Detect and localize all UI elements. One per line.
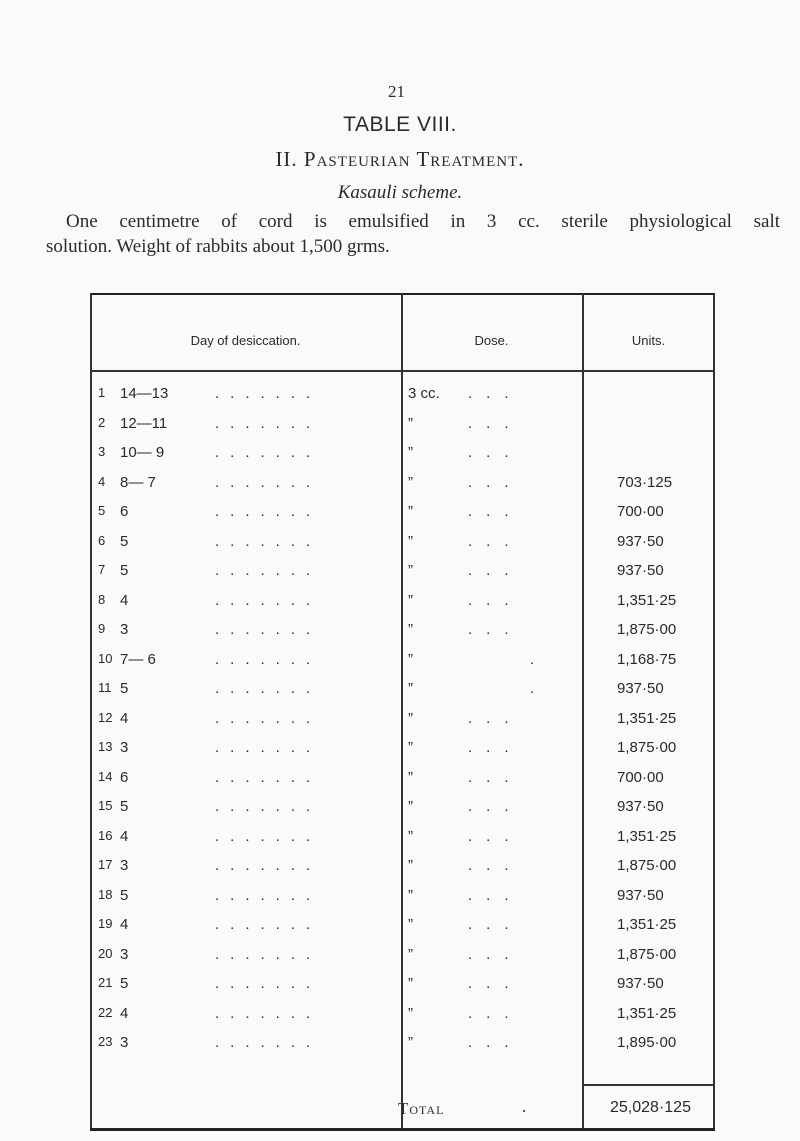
row-units: 1,895·00 <box>617 1034 677 1051</box>
leader-dots: ....... <box>215 591 322 609</box>
row-dose: ” <box>408 591 413 609</box>
table-row <box>90 975 715 1001</box>
row-number: 17 <box>98 857 113 872</box>
leader-dots: ....... <box>215 621 322 638</box>
row-day: 4 <box>120 1004 129 1022</box>
row-units: 1,351·25 <box>617 591 677 609</box>
row-dose: ” <box>408 532 413 550</box>
row-number: 23 <box>98 1034 113 1049</box>
row-dose: ” <box>408 798 413 815</box>
table-row <box>90 651 715 677</box>
leader-dots: ....... <box>215 385 322 402</box>
row-units: 937·50 <box>617 680 664 697</box>
row-units: 937·50 <box>617 886 664 904</box>
leader-dots: ....... <box>215 827 322 845</box>
row-dose: ” <box>408 650 413 668</box>
section-subtitle: II. Pasteurian Treatment. <box>275 147 525 171</box>
leader-dots: ....... <box>215 473 322 491</box>
leader-dots: ....... <box>215 916 322 933</box>
leader-dots: ... <box>468 591 523 609</box>
row-dose: ” <box>408 444 413 461</box>
row-day: 10— 9 <box>120 444 165 461</box>
row-day: 14—13 <box>120 385 169 402</box>
row-day: 4 <box>120 591 129 609</box>
row-day: 5 <box>120 798 129 815</box>
row-day: 4 <box>120 827 129 845</box>
header-day: Day of desiccation. <box>190 333 301 348</box>
leader-dots: ... <box>468 444 523 461</box>
row-day: 6 <box>120 768 129 786</box>
leader-dots: ... <box>468 503 523 520</box>
table-title: TABLE VIII. <box>343 113 457 136</box>
header-units: Units. <box>631 333 666 348</box>
leader-dots: ....... <box>215 739 322 756</box>
row-number: 20 <box>98 945 113 961</box>
row-day: 5 <box>120 886 129 904</box>
leader-dots: ....... <box>215 1034 322 1051</box>
table-row <box>90 592 715 618</box>
row-units: 1,875·00 <box>617 857 677 874</box>
table-row <box>90 385 715 411</box>
table-row <box>90 798 715 824</box>
leader-dots: ....... <box>215 1004 322 1022</box>
table-row <box>90 415 715 441</box>
row-dose: ” <box>408 414 413 432</box>
leader-dots: ... <box>468 414 523 432</box>
table-row <box>90 503 715 529</box>
table-row <box>90 769 715 795</box>
row-units: 1,351·25 <box>617 916 677 933</box>
row-number: 15 <box>98 798 113 813</box>
row-units: 700·00 <box>617 768 664 786</box>
table-row <box>90 857 715 883</box>
leader-dots: ....... <box>215 444 322 461</box>
leader-dots: ... <box>468 739 523 756</box>
leader-dots: ....... <box>215 975 322 992</box>
table-row <box>90 680 715 706</box>
header-rule <box>90 370 715 372</box>
row-day: 4 <box>120 916 129 933</box>
row-number: 14 <box>98 768 113 784</box>
leader-dots: ... <box>468 945 523 963</box>
row-number: 5 <box>98 503 106 518</box>
total-rule <box>582 1084 715 1086</box>
row-units: 1,351·25 <box>617 1004 677 1022</box>
leader-dots: ... <box>468 916 523 933</box>
leader-dots: ....... <box>215 650 322 668</box>
leader-dots: ... <box>468 975 523 992</box>
row-number: 11 <box>98 680 112 695</box>
leader-dots: ... <box>468 532 523 550</box>
total-label: Total <box>398 1099 445 1118</box>
row-dose: ” <box>408 827 413 845</box>
leader-dots: ... <box>468 827 523 845</box>
row-number: 18 <box>98 886 113 902</box>
leader-dots: ....... <box>215 798 322 815</box>
table-row <box>90 444 715 470</box>
row-day: 5 <box>120 975 129 992</box>
row-number: 1 <box>98 385 106 400</box>
leader-dots: ... <box>468 768 523 786</box>
row-units: 937·50 <box>617 532 664 550</box>
row-number: 13 <box>98 739 113 754</box>
row-number: 7 <box>98 562 106 577</box>
leader-dots: ....... <box>215 768 322 786</box>
row-units: 703·125 <box>617 473 673 491</box>
leader-dots: ....... <box>215 709 322 727</box>
leader-dots: ....... <box>215 562 322 579</box>
leader-dots: ... <box>468 385 523 402</box>
row-units: 1,875·00 <box>617 621 677 638</box>
row-day: 3 <box>120 621 129 638</box>
leader-dots: . <box>530 650 549 668</box>
row-dose: ” <box>408 916 413 933</box>
row-number: 3 <box>98 444 106 459</box>
row-dose: ” <box>408 768 413 786</box>
table-row <box>90 1034 715 1060</box>
row-dose: ” <box>408 621 413 638</box>
page-number: 21 <box>388 82 405 101</box>
row-units: 1,168·75 <box>617 650 677 668</box>
leader-dots: ... <box>468 886 523 904</box>
table-row <box>90 946 715 972</box>
row-number: 10 <box>98 650 113 666</box>
description-line-1: One centimetre of cord is emulsified in 3 cc. sterile physiological salt <box>66 211 780 232</box>
row-dose: ” <box>408 886 413 904</box>
leader-dots: ....... <box>215 680 322 697</box>
row-day: 8— 7 <box>120 473 156 491</box>
row-units: 937·50 <box>617 798 664 815</box>
row-day: 3 <box>120 945 129 963</box>
table-row <box>90 474 715 500</box>
row-units: 1,351·25 <box>617 827 677 845</box>
row-units: 937·50 <box>617 562 664 579</box>
row-units: 700·00 <box>617 503 664 520</box>
row-dose: ” <box>408 975 413 992</box>
table-top-rule <box>90 293 715 295</box>
row-number: 6 <box>98 532 106 548</box>
table-bottom-rule <box>90 1128 715 1131</box>
row-number: 16 <box>98 827 113 843</box>
row-day: 5 <box>120 680 129 697</box>
row-units: 937·50 <box>617 975 664 992</box>
row-dose: ” <box>408 1034 413 1051</box>
table-row <box>90 739 715 765</box>
row-day: 3 <box>120 857 129 874</box>
leader-dots: ... <box>468 798 523 815</box>
row-day: 3 <box>120 739 129 756</box>
leader-dots: ... <box>468 473 523 491</box>
row-number: 21 <box>98 975 113 990</box>
table-row <box>90 562 715 588</box>
row-day: 6 <box>120 503 129 520</box>
total-leader-dot: . <box>522 1097 527 1116</box>
leader-dots: . <box>530 680 549 697</box>
leader-dots: ....... <box>215 857 322 874</box>
row-day: 3 <box>120 1034 129 1051</box>
row-number: 8 <box>98 591 106 607</box>
row-dose: ” <box>408 680 413 697</box>
row-dose: ” <box>408 562 413 579</box>
row-dose: ” <box>408 945 413 963</box>
row-dose: ” <box>408 503 413 520</box>
row-number: 19 <box>98 916 113 931</box>
row-number: 4 <box>98 473 106 489</box>
leader-dots: ... <box>468 709 523 727</box>
row-number: 12 <box>98 709 113 725</box>
leader-dots: ... <box>468 562 523 579</box>
row-day: 4 <box>120 709 129 727</box>
leader-dots: ... <box>468 857 523 874</box>
description-line-2: solution. Weight of rabbits about 1,500 grms. <box>46 236 390 257</box>
leader-dots: ....... <box>215 945 322 963</box>
leader-dots: ... <box>468 621 523 638</box>
row-units: 1,351·25 <box>617 709 677 727</box>
table-row <box>90 887 715 913</box>
row-dose: ” <box>408 1004 413 1022</box>
row-dose: ” <box>408 473 413 491</box>
row-day: 12—11 <box>120 414 168 432</box>
row-day: 7— 6 <box>120 650 156 668</box>
scheme-caption: Kasauli scheme. <box>337 182 463 203</box>
row-number: 22 <box>98 1004 113 1020</box>
row-dose: ” <box>408 739 413 756</box>
row-number: 2 <box>98 414 106 430</box>
leader-dots: ....... <box>215 886 322 904</box>
table-row <box>90 828 715 854</box>
row-dose: ” <box>408 709 413 727</box>
leader-dots: ....... <box>215 532 322 550</box>
leader-dots: ....... <box>215 503 322 520</box>
data-table <box>90 293 715 1132</box>
table-row <box>90 533 715 559</box>
header-dose: Dose. <box>474 333 509 348</box>
total-value: 25,028·125 <box>610 1099 691 1116</box>
table-row <box>90 1005 715 1031</box>
row-day: 5 <box>120 562 129 579</box>
row-number: 9 <box>98 621 106 636</box>
table-row <box>90 916 715 942</box>
leader-dots: ....... <box>215 414 322 432</box>
row-units: 1,875·00 <box>617 739 677 756</box>
row-dose: 3 cc. <box>408 385 440 402</box>
description-paragraph <box>46 209 780 259</box>
table-row <box>90 710 715 736</box>
table-row <box>90 621 715 647</box>
row-dose: ” <box>408 857 413 874</box>
row-day: 5 <box>120 532 129 550</box>
leader-dots: ... <box>468 1034 523 1051</box>
row-units: 1,875·00 <box>617 945 677 963</box>
leader-dots: ... <box>468 1004 523 1022</box>
